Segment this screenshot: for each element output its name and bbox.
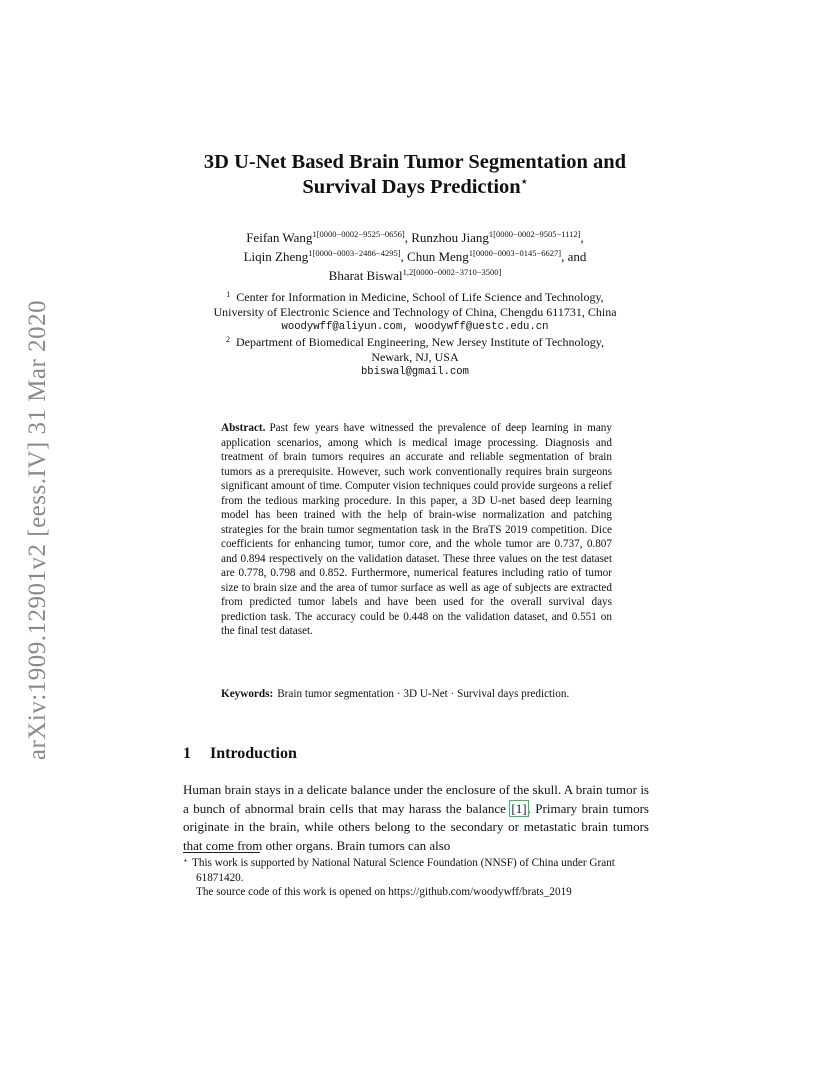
affiliations (170, 290, 660, 380)
author-orcid: 1[0000−0002−9525−0656] (312, 229, 405, 239)
abstract-text: Past few years have witnessed the prevalence of deep learning in many application scenarios, among which is medical image processing. Diagnosis and treatment of brain tumors requires an accurate and reliable segmentation of brain tumors as a prerequisite. However, such work conventionally requires brain surgeons significant amount of time. Computer vision techniques could provide surgeons a relief from the tedious marking procedure. In this paper, a 3D U-net based deep learning model has been trained with the help of brain-wise normalization and patching strategies for the brain tumor segmentation task in the BraTS 2019 competition. Dice coefficients for enhancing tumor, tumor core, and the whole tumor are 0.737, 0.807 and 0.894 respectively on the validation dataset. These three values on the test dataset are 0.778, 0.798 and 0.852. Furthermore, numerical features including ratio of tumor size to brain size and the area of tumor surface as well as age of subjects are extracted from predicted tumor labels and have been used for the overall survival days prediction task. The accuracy could be 0.448 on the validation dataset, and 0.551 on the final test dataset. (221, 422, 612, 637)
author-list: Feifan Wang$^{1[0000-0002-9525-0656]}$, Runzhou Jiang$^{1[0000-0002-9505-1112]}$, Liqin Zheng$^{1[0000-0003-2486-4295]}$, Chun Meng$^{1[0000-0003-0145-6627]}$, and Bharat Biswal$^{1,2[0000-0002-3710-3500]}$ (243, 229, 587, 283)
author-orcid: 1[0000−0003−2486−4295] (308, 248, 401, 258)
section-number: 1 (183, 745, 191, 762)
section-heading (183, 745, 297, 763)
footnote-funding: This work is supported by National Natural Science Foundation (NNSF) of China under Grant 61871420. (192, 857, 615, 884)
paper-title (150, 150, 680, 200)
author-name: Liqin Zheng (243, 249, 309, 264)
footnote-source-code[interactable]: The source code of this work is opened on https://github.com/woodywff/brats_2019 (196, 886, 572, 898)
author-name: Feifan Wang (246, 230, 313, 245)
citation-link[interactable]: [1] (511, 800, 527, 816)
abstract (221, 421, 612, 639)
author-orcid: 1[0000−0002−9505−1112] (488, 229, 581, 239)
affiliation-2-line-2: Newark, NJ, USA (371, 350, 459, 364)
title-footnote-mark: ⋆ (520, 176, 528, 189)
intro-paragraph: Human brain stays in a delicate balance under the enclosure of the skull. A brain tumor is a bunch of abnormal brain cells that may harass the balance [1]. Primary brain tumors originate in the brain, while others belong to the secondary or metastatic brain tumors that come from other organs. Brain tumors can also (183, 782, 649, 853)
footnote-divider (183, 852, 260, 853)
author-orcid: 1,2[0000−0002−3710−3500] (402, 267, 502, 277)
footnotes (183, 856, 653, 900)
keywords-text: Brain tumor segmentation · 3D U-Net · Survival days prediction. (277, 688, 570, 700)
keywords-label: Keywords: (221, 688, 274, 700)
affiliation-1-line-1: Center for Information in Medicine, School of Life Science and Technology, (236, 290, 604, 304)
footnote-mark: ⋆ (183, 856, 189, 865)
author-orcid: 1[0000−0003−0145−6627] (468, 248, 562, 258)
abstract-label: Abstract. (221, 422, 266, 434)
keywords (221, 687, 612, 702)
affiliation-2-line-1: Department of Biomedical Engineering, New Jersey Institute of Technology, (235, 335, 605, 349)
title-line-1: 3D U-Net Based Brain Tumor Segmentation and (203, 151, 627, 173)
section-title: Introduction (210, 745, 297, 762)
affiliation-mark: 1 (226, 290, 231, 299)
affiliation-2-email[interactable]: bbiswal@gmail.com (360, 366, 470, 378)
author-name: Bharat Biswal (328, 268, 403, 283)
affiliation-1-line-2: University of Electronic Science and Technology of China, Chengdu 611731, China (213, 305, 617, 319)
arxiv-stamp: arXiv:1909.12901v2 [eess.IV] 31 Mar 2020 (24, 299, 51, 761)
author-name: Runzhou Jiang (411, 230, 489, 245)
affiliation-mark: 2 (225, 335, 230, 344)
affiliation-1-email[interactable]: woodywff@aliyun.com, woodywff@uestc.edu.cn (281, 321, 549, 333)
title-line-2: Survival Days Prediction (302, 176, 521, 198)
author-name: Chun Meng (407, 249, 469, 264)
